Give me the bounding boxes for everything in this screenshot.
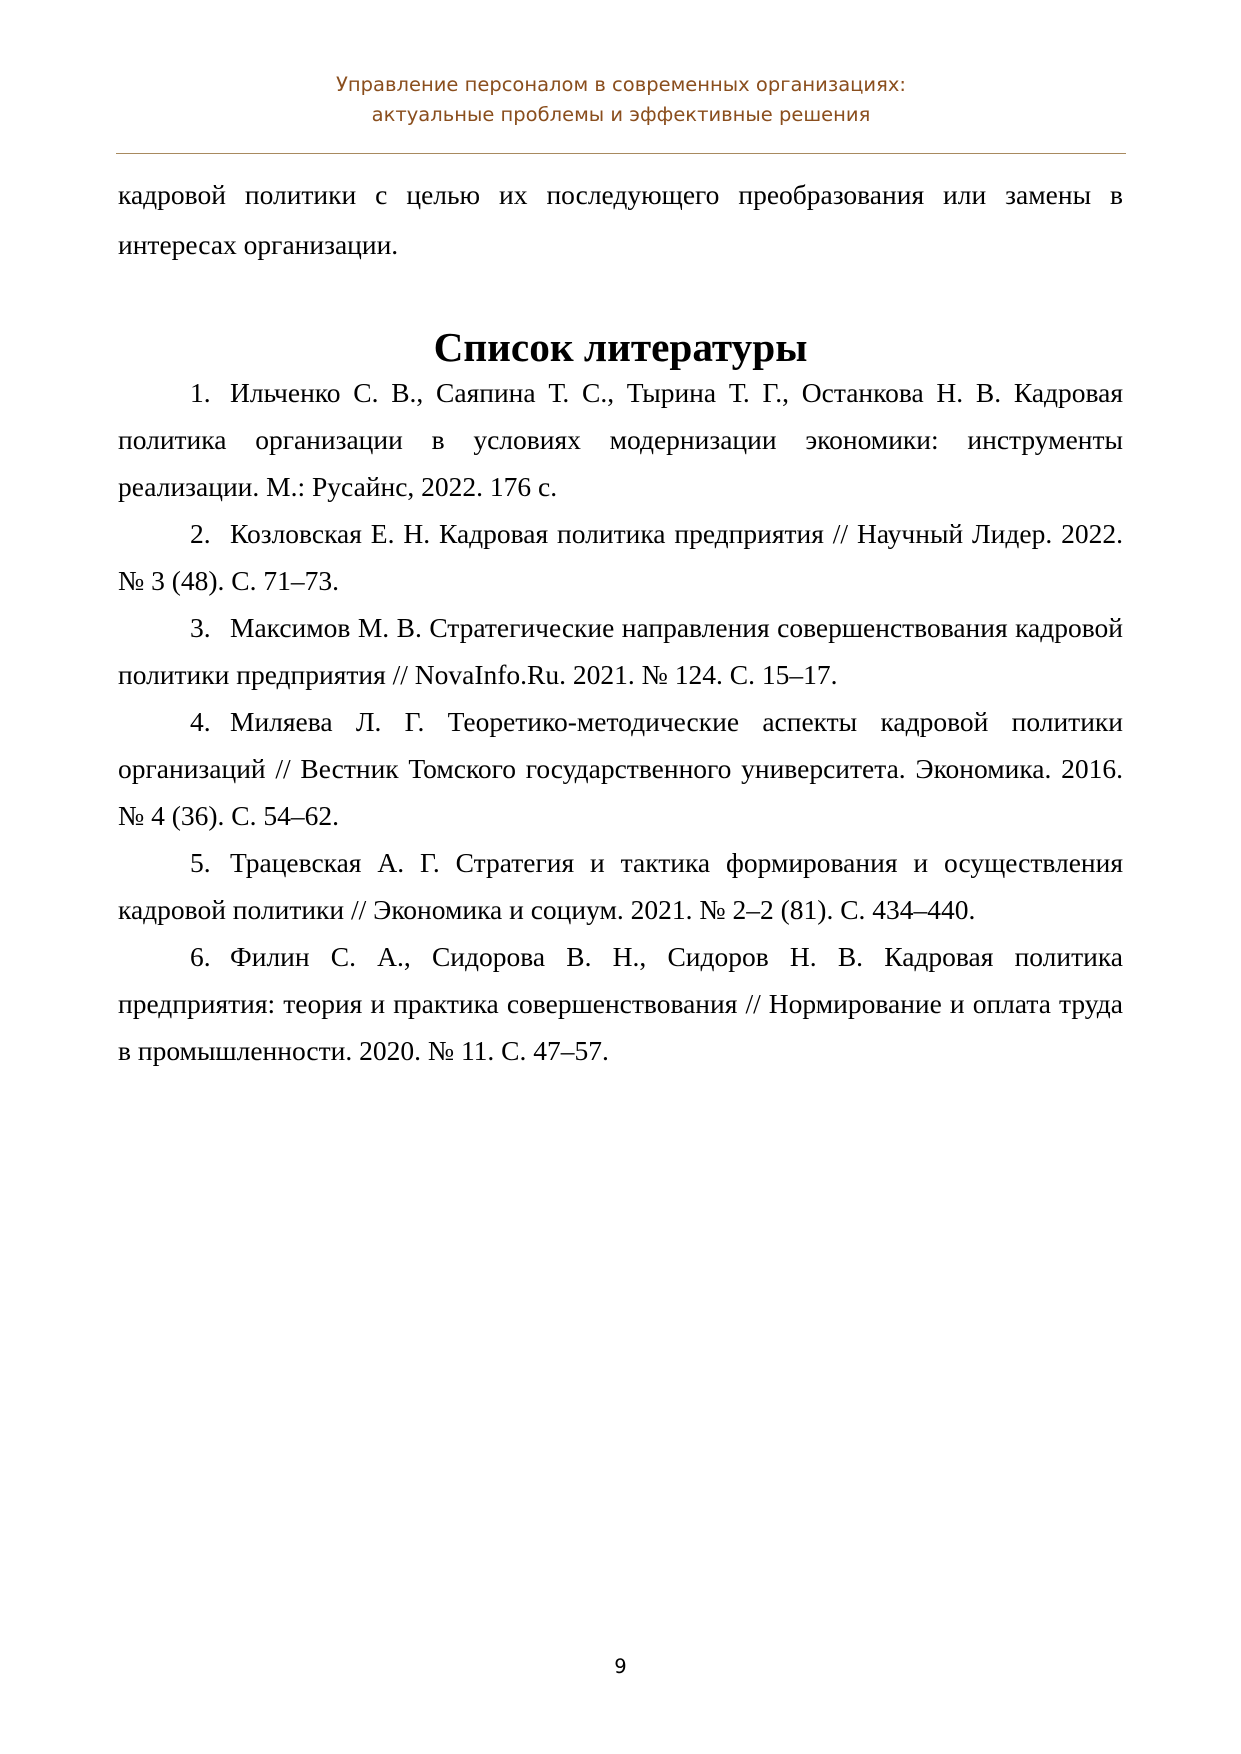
reference-item-3: [118, 604, 1123, 698]
reference-number: 1.: [190, 377, 211, 408]
references-title: Список литературы: [433, 324, 808, 370]
reference-item-1: [118, 369, 1123, 510]
reference-number: 3.: [190, 612, 211, 643]
reference-item-4: [118, 698, 1123, 839]
reference-text: Филин С. А., Сидорова В. Н., Сидоров Н. В. Кадровая политика предприятия: теория и практика совершенствования // Нормирование и оплата труда в промышленности. 2020. № 11. С. 47–57.: [118, 941, 1123, 1066]
reference-text: Трацевская А. Г. Стратегия и тактика формирования и осуществления кадровой политики // Экономика и социум. 2021. № 2–2 (81). С. 434–440.: [118, 847, 1123, 925]
reference-number: 5.: [190, 847, 211, 878]
running-header-line-2: актуальные проблемы и эффективные решения: [371, 103, 871, 126]
references-list: [118, 369, 1123, 1074]
reference-text: Козловская Е. Н. Кадровая политика предприятия // Научный Лидер. 2022. № 3 (48). С. 71–73.: [118, 518, 1123, 596]
running-header: [116, 70, 1126, 130]
reference-text: Миляева Л. Г. Теоретико-методические аспекты кадровой политики организаций // Вестник Томского государственного университета. Экономика. 2016. № 4 (36). С. 54–62.: [118, 706, 1123, 831]
main-content: [118, 170, 1123, 1074]
reference-item-5: [118, 839, 1123, 933]
running-header-line-1: Управление персоналом в современных организациях:: [336, 73, 906, 96]
header-divider: [116, 153, 1126, 154]
reference-text: Ильченко С. В., Саяпина Т. С., Тырина Т. Г., Останкова Н. В. Кадровая политика организации в условиях модернизации экономики: инструменты реализации. М.: Русайнс, 2022. 176 с.: [118, 377, 1123, 502]
continuation-paragraph: кадровой политики с целью их последующего преобразования или замены в интересах организации.: [118, 179, 1123, 260]
reference-number: 4.: [190, 706, 211, 737]
reference-number: 2.: [190, 518, 211, 549]
reference-number: 6.: [190, 941, 211, 972]
page-number: 9: [614, 1655, 627, 1678]
reference-item-2: [118, 510, 1123, 604]
reference-item-6: [118, 933, 1123, 1074]
reference-text: Максимов М. В. Стратегические направления совершенствования кадровой политики предприятия // NovaInfo.Ru. 2021. № 124. С. 15–17.: [118, 612, 1123, 690]
